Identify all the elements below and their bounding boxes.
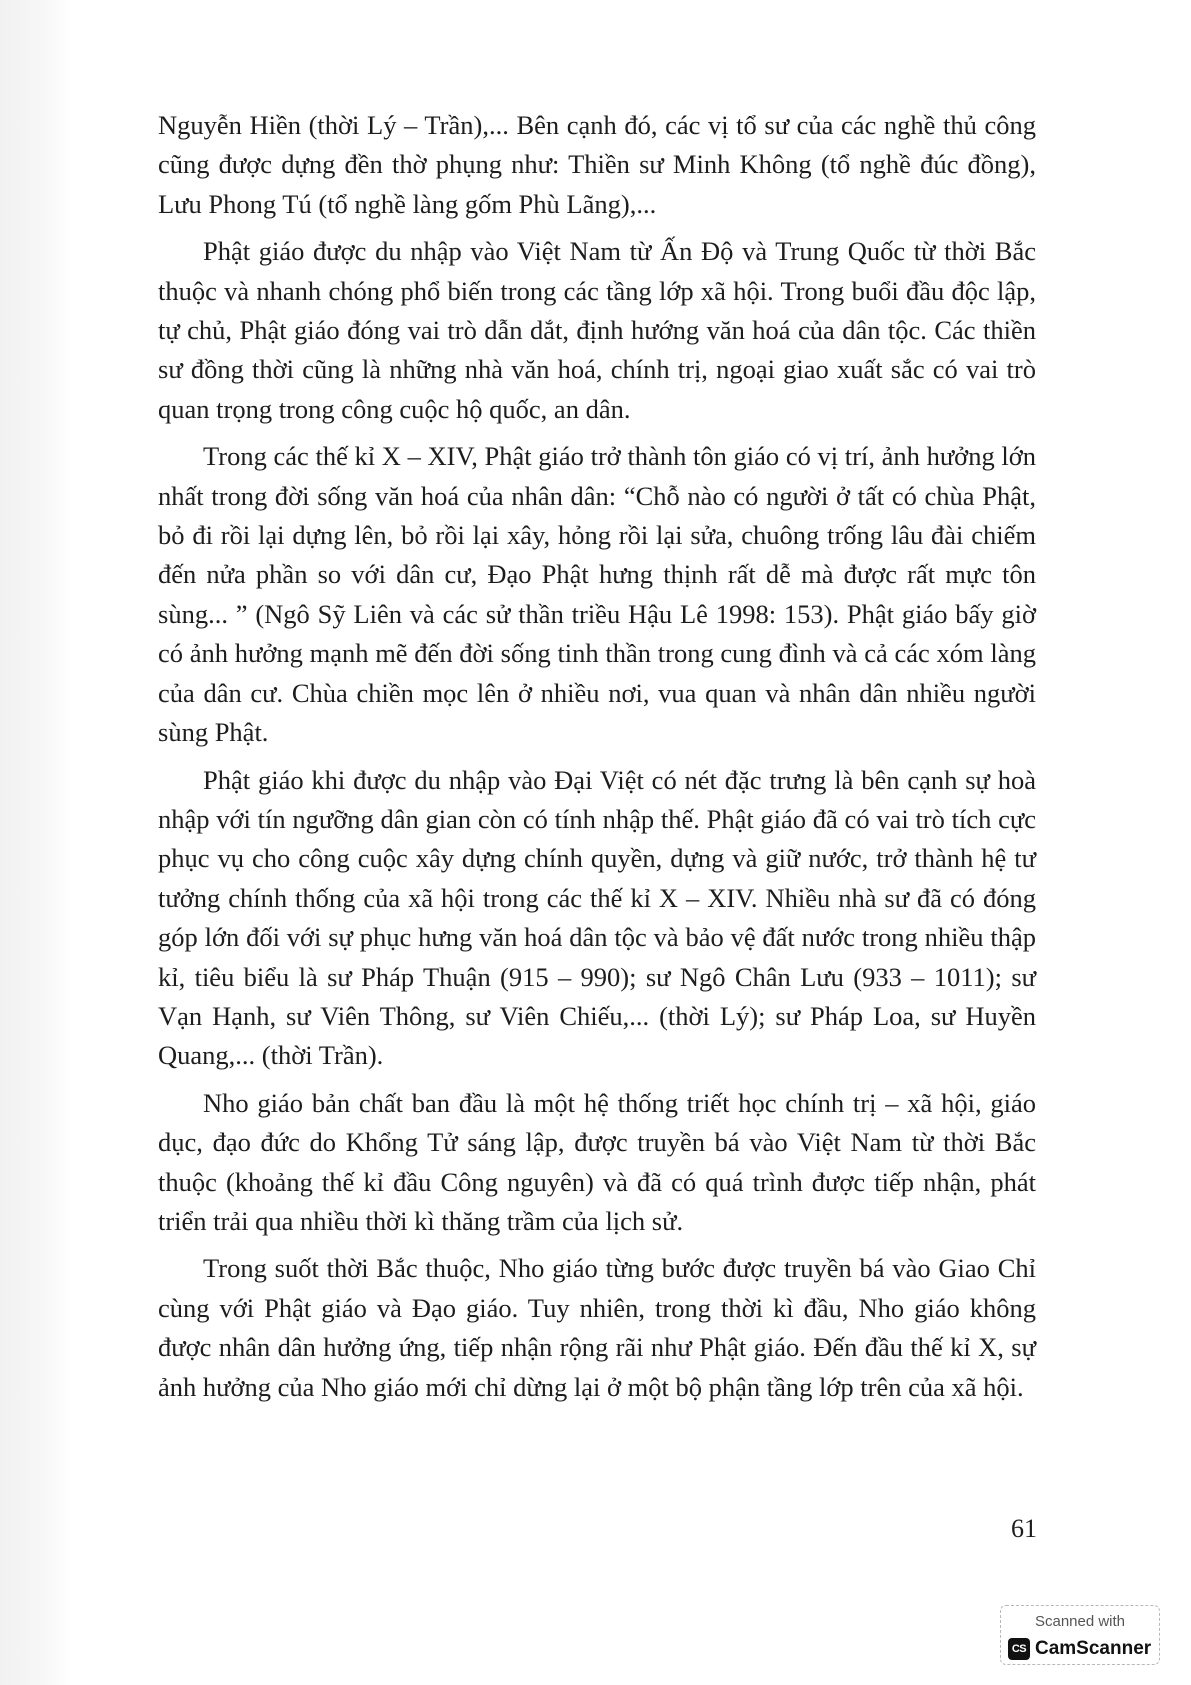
camscanner-watermark	[1000, 1605, 1160, 1665]
page-number: 61	[1011, 1514, 1037, 1543]
watermark-brand: CamScanner	[1035, 1638, 1152, 1659]
watermark-caption: Scanned with	[1034, 1613, 1126, 1630]
paragraph-confucianism-bac-thuoc: Trong suốt thời Bắc thuộc, Nho giáo từng bước được truyền bá vào Giao Chỉ cùng với Phật giáo và Đạo giáo. Tuy nhiên, trong thời kì đầu, Nho giáo không được nhân dân hưởng ứng, tiếp nhận rộng rãi như Phật giáo. Đến đầu thế kỉ X, sự ảnh hưởng của Nho giáo mới chỉ dừng lại ở một bộ phận tầng lớp trên của xã hội.	[158, 1253, 1036, 1402]
paragraph-buddhism-x-xiv: Trong các thế kỉ X – XIV, Phật giáo trở thành tôn giáo có vị trí, ảnh hưởng lớn nhất trong đời sống văn hoá của nhân dân: “Chỗ nào có người ở tất có chùa Phật, bỏ đi rồi lại dựng lên, bỏ rồi lại xây, hỏng rồi lại sửa, chuông trống lâu đài chiếm đến nửa phần so với dân cư, Đạo Phật hưng thịnh rất dễ mà được rất mực tôn sùng... ” (Ngô Sỹ Liên và các sử thần triều Hậu Lê 1998: 153). Phật giáo bấy giờ có ảnh hưởng mạnh mẽ đến đời sống tinh thần trong cung đình và cả các xóm làng của dân cư. Chùa chiền mọc lên ở nhiều nơi, vua quan và nhân dân nhiều người sùng Phật.	[158, 441, 1036, 748]
body-text	[158, 106, 1036, 1415]
camscanner-logo-icon: CS	[1008, 1638, 1030, 1660]
paragraph-buddhism-dai-viet: Phật giáo khi được du nhập vào Đại Việt có nét đặc trưng là bên cạnh sự hoà nhập với tín ngưỡng dân gian còn có tính nhập thế. Phật giáo đã có vai trò tích cực phục vụ cho công cuộc xây dựng chính quyền, dựng và giữ nước, trở thành hệ tư tưởng chính thống của xã hội trong các thế kỉ X – XIV. Nhiều nhà sư đã có đóng góp lớn đối với sự phục hưng văn hoá dân tộc và bảo vệ đất nước trong nhiều thập kỉ, tiêu biểu là sư Pháp Thuận (915 – 990); sư Ngô Chân Lưu (933 – 1011); sư Vạn Hạnh, sư Viên Thông, sư Viên Chiếu,... (thời Lý); sư Pháp Loa, sư Huyền Quang,... (thời Trần).	[158, 764, 1036, 1071]
paragraph-continued: Nguyễn Hiền (thời Lý – Trần),... Bên cạnh đó, các vị tổ sư của các nghề thủ công cũng được dựng đền thờ phụng như: Thiền sư Minh Không (tổ nghề đúc đồng), Lưu Phong Tú (tổ nghề làng gốm Phù Lãng),...	[158, 110, 1036, 219]
paragraph-buddhism-introduction: Phật giáo được du nhập vào Việt Nam từ Ấn Độ và Trung Quốc từ thời Bắc thuộc và nhanh chóng phổ biến trong các tầng lớp xã hội. Trong buổi đầu độc lập, tự chủ, Phật giáo đóng vai trò dẫn dắt, định hướng văn hoá của dân tộc. Các thiền sư đồng thời cũng là những nhà văn hoá, chính trị, ngoại giao xuất sắc có vai trò quan trọng trong công cuộc hộ quốc, an dân.	[158, 236, 1036, 424]
paragraph-confucianism-origin: Nho giáo bản chất ban đầu là một hệ thống triết học chính trị – xã hội, giáo dục, đạo đức do Khổng Tử sáng lập, được truyền bá vào Việt Nam từ thời Bắc thuộc (khoảng thế kỉ đầu Công nguyên) và đã có quá trình được tiếp nhận, phát triển trải qua nhiều thời kì thăng trầm của lịch sử.	[158, 1087, 1036, 1236]
